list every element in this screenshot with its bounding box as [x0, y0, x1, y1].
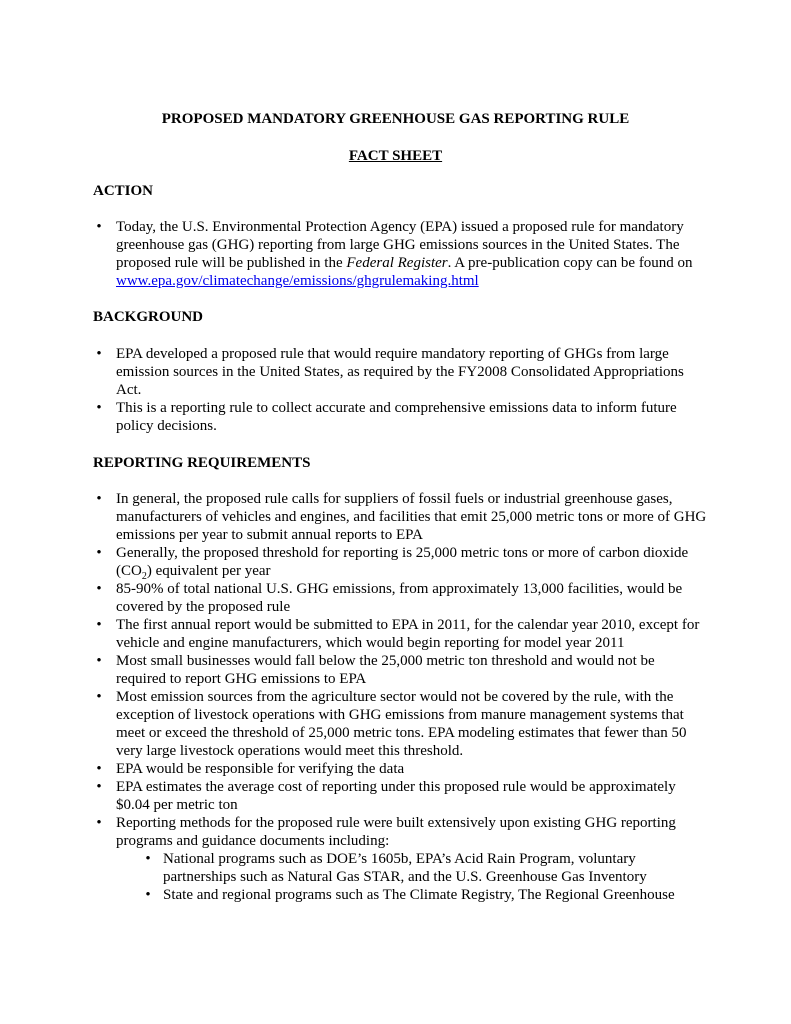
- reporting-item-text-tail: ) equivalent per year: [146, 563, 271, 579]
- bullet-icon: •: [96, 815, 102, 831]
- background-item-text: EPA developed a proposed rule that would require mandatory reporting of GHGs from large emission sources in the United States, as required by the FY2008 Consolidated Appropriations Act.: [116, 346, 684, 398]
- reporting-item-text: Most small businesses would fall below the 25,000 metric ton threshold and would not be required to report GHG emissions to EPA: [116, 653, 655, 687]
- bullet-icon: •: [96, 219, 102, 235]
- reporting-item-text: EPA estimates the average cost of reporting under this proposed rule would be approximately $0.04 per metric ton: [116, 779, 676, 813]
- list-item: [93, 345, 708, 399]
- bullet-icon: •: [96, 491, 102, 507]
- reporting-subitem-text: State and regional programs such as The Climate Registry, The Regional Greenhouse: [163, 887, 675, 903]
- reporting-subitem-text: National programs such as DOE’s 1605b, EPA’s Acid Rain Program, voluntary partnerships such as Natural Gas STAR, and the U.S. Greenhouse Gas Inventory: [163, 851, 647, 885]
- background-item-text: This is a reporting rule to collect accurate and comprehensive emissions data to inform future policy decisions.: [116, 400, 677, 434]
- reporting-list: [93, 490, 708, 904]
- sub-bullet-icon: •: [145, 851, 151, 867]
- bullet-icon: •: [96, 545, 102, 561]
- reporting-sublist: [116, 850, 708, 904]
- bullet-icon: •: [96, 653, 102, 669]
- co2-subscript: 2: [141, 571, 147, 582]
- document-subtitle: FACT SHEET: [348, 148, 443, 164]
- list-item: [93, 218, 708, 290]
- background-list: [93, 345, 708, 435]
- list-item: [93, 652, 708, 688]
- bullet-icon: •: [96, 761, 102, 777]
- sub-list-item: [116, 850, 708, 886]
- section-heading-action: ACTION: [93, 183, 154, 199]
- action-text-end: . A pre-publication copy can be found on: [447, 255, 693, 271]
- list-item: [93, 688, 708, 760]
- sub-bullet-icon: •: [145, 887, 151, 903]
- action-text-start: Today, the U.S. Environmental Protection Agency (EPA) issued a proposed rule for mandatory greenhouse gas (GHG) reporting from large GHG emissions sources in the United States. The proposed rule will be published in the: [116, 219, 684, 271]
- federal-register-text: Federal Register: [346, 255, 448, 271]
- reporting-item-text: 85-90% of total national U.S. GHG emissions, from approximately 13,000 facilities, would be covered by the proposed rule: [116, 581, 683, 615]
- list-item: [93, 544, 708, 580]
- bullet-icon: •: [96, 779, 102, 795]
- reporting-item-text: Most emission sources from the agriculture sector would not be covered by the rule, with the exception of livestock operations with GHG emissions from manure management systems that meet or exceed the threshold of 25,000 metric tons. EPA modeling estimates that fewer than 50 very large livestock operations would meet this threshold.: [116, 689, 687, 759]
- bullet-icon: •: [96, 689, 102, 705]
- sub-list-item: [116, 886, 708, 904]
- epa-rulemaking-link[interactable]: www.epa.gov/climatechange/emissions/ghgrulemaking.html: [116, 273, 479, 289]
- bullet-icon: •: [96, 346, 102, 362]
- section-heading-reporting: REPORTING REQUIREMENTS: [93, 455, 311, 471]
- list-item: [93, 778, 708, 814]
- list-item: [93, 580, 708, 616]
- list-item: [93, 814, 708, 904]
- list-item: [93, 616, 708, 652]
- reporting-item-text: The first annual report would be submitted to EPA in 2011, for the calendar year 2010, except for vehicle and engine manufacturers, which would begin reporting for model year 2011: [116, 617, 700, 651]
- bullet-icon: •: [96, 617, 102, 633]
- reporting-item-text: Reporting methods for the proposed rule were built extensively upon existing GHG reporting programs and guidance documents including:: [116, 815, 676, 849]
- document-title: PROPOSED MANDATORY GREENHOUSE GAS REPORTING RULE: [161, 111, 630, 127]
- action-list: [93, 218, 708, 290]
- bullet-icon: •: [96, 581, 102, 597]
- reporting-item-text: In general, the proposed rule calls for suppliers of fossil fuels or industrial greenhouse gases, manufacturers of vehicles and engines, and facilities that emit 25,000 metric tons or more of GHG emissions per year to submit annual reports to EPA: [116, 491, 707, 543]
- section-heading-background: BACKGROUND: [93, 309, 204, 325]
- reporting-item-text: Generally, the proposed threshold for reporting is 25,000 metric tons or more of carbon dioxide (CO: [116, 545, 689, 579]
- list-item: [93, 490, 708, 544]
- reporting-item-text: EPA would be responsible for verifying the data: [116, 761, 405, 777]
- list-item: [93, 760, 708, 778]
- bullet-icon: •: [96, 400, 102, 416]
- list-item: [93, 399, 708, 435]
